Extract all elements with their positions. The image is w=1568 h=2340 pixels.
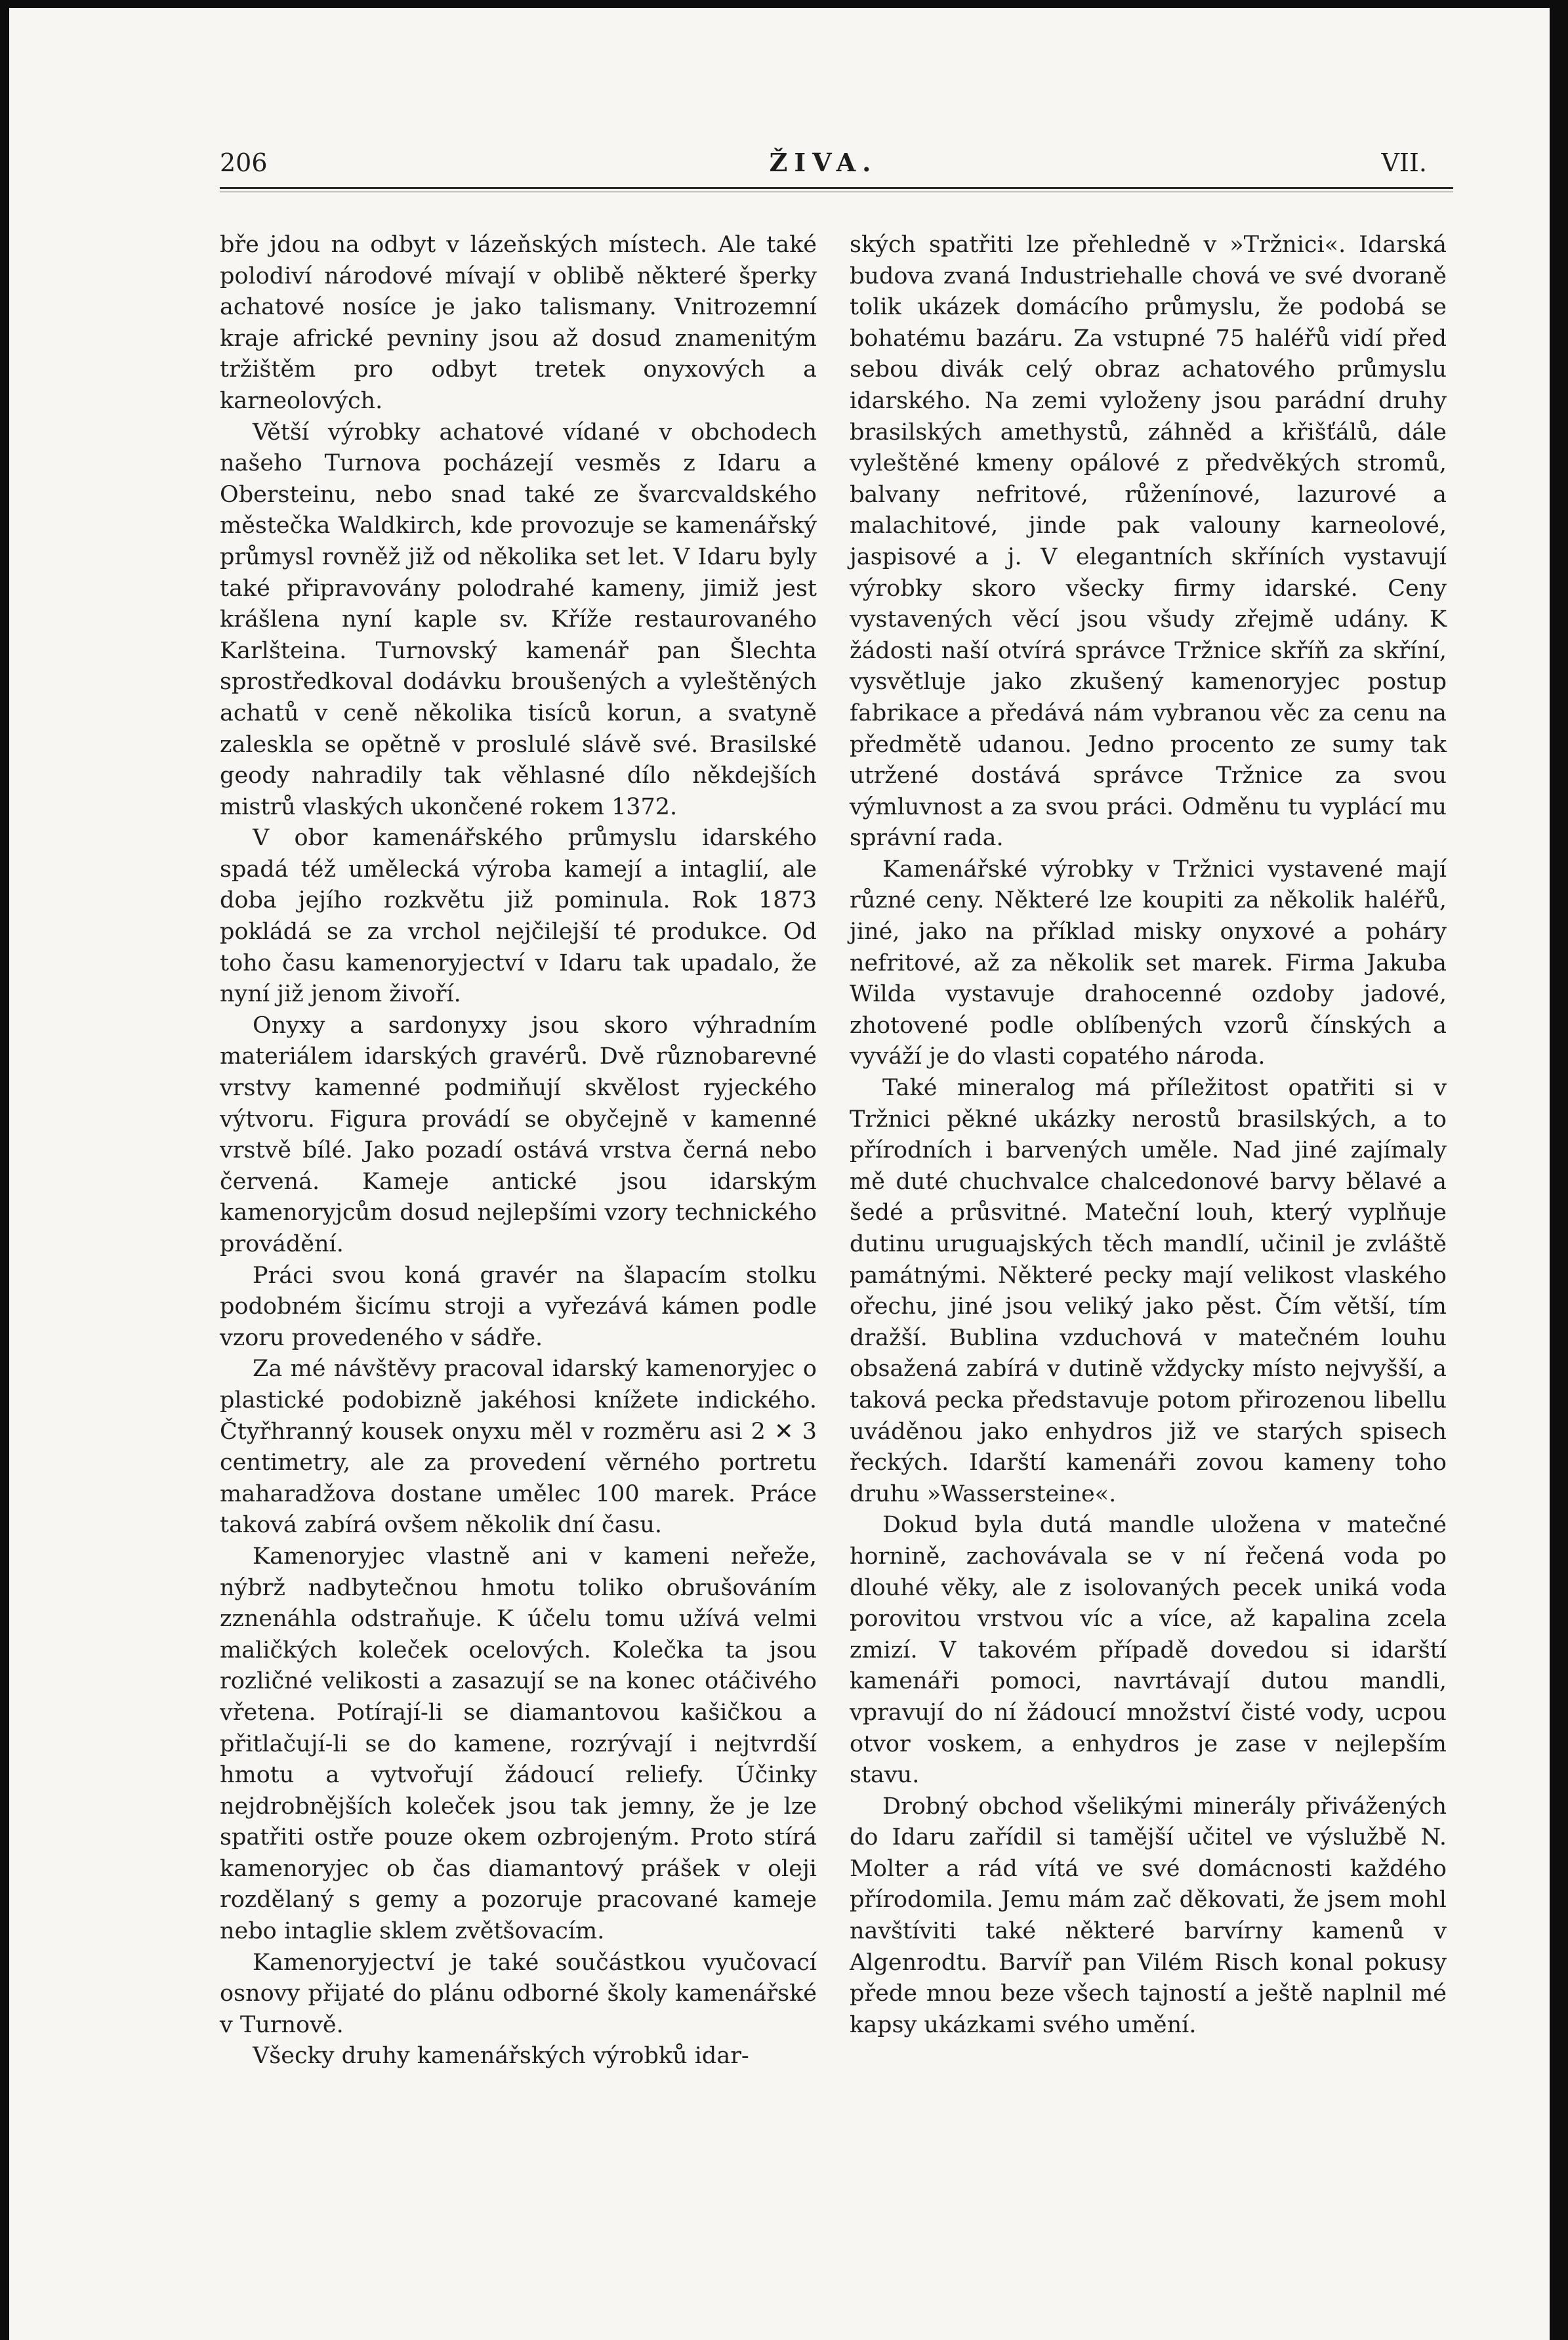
paragraph: Kamenářské výrobky v Tržnici vystavené mají různé ceny. Některé lze koupiti za několik haléřů, jiné, jako na příklad misky onyxové a poháry nefritové, až za několik set marek. Firma Jakuba Wilda vystavuje drahocenné ozdoby jadové, zhotovené podle oblíbených vzorů čínských a vyváží je do vlasti copatého národa. [850, 856, 1447, 1070]
scan-left-border [0, 0, 9, 2340]
paragraph: Všecky druhy kamenářských výrobků idar- [253, 2043, 749, 2070]
paragraph: Onyxy a sardonyxy jsou skoro výhradním materiálem idarských gravérů. Dvě různobarevné vrstvy kamenné podmiňují skvělost ryjeckého výtvoru. Figura provádí se obyčejně v kamenné vrstvě bílé. Jako pozadí ostává vrstva černá nebo červená. Kameje antické jsou idarským kamenoryjcům dosud nejlepšími vzory technického provádění. [220, 1012, 817, 1257]
paragraph: ských spatřiti lze přehledně v »Tržnici«. Idarská budova zvaná Industriehalle chová ve své dvoraně tolik ukázek domácího průmyslu, že podobá se bohatému bazáru. Za vstupné 75 haléřů vidí před sebou divák celý obraz achatového průmyslu idarského. Na zemi vyloženy jsou parádní druhy brasilských amethystů, záhněd a křišťálů, dále vyleštěné kmeny opálové z předvěkých stromů, balvany nefritové, růženínové, lazurové a malachitové, jinde pak valouny karneolové, jaspisové a j. V elegantních skříních vystavují výrobky skoro všecky firmy idarské. Ceny vystavených věcí jsou všudy zřejmě udány. K žádosti naší otvírá správce Tržnice skříň za skříní, vysvětluje jako zkušený kamenoryjec postup fabrikace a předává nám vybranou věc za cenu na předmětě udanou. Jedno procento ze sumy tak utržené dostává správce Tržnice za svou výmluvnost a za svou práci. Odměnu tu vyplácí mu správní rada. [850, 232, 1447, 852]
paragraph: Kamenoryjectví je také součástkou vyučovací osnovy přijaté do plánu odborné školy kamenářské v Turnově. [220, 1949, 817, 2038]
page-header [220, 143, 1427, 182]
scan-right-border [1550, 0, 1568, 2340]
paragraph: Dokud byla dutá mandle uložena v matečné hornině, zachovávala se v ní řečená voda po dlouhé věky, ale z isolovaných pecek uniká voda porovitou vrstvou víc a více, až kapalina zcela zmizí. V takovém případě dovedou si idarští kamenáři pomoci, navrtávají dutou mandli, vpravují do ní žádoucí množství čisté vody, ucpou otvor voskem, a enhydros je zase v nejlepším stavu. [850, 1512, 1447, 1789]
header-rule [220, 187, 1453, 189]
page-number: 206 [220, 148, 268, 177]
scan-top-border [0, 0, 1568, 8]
paragraph: Kamenoryjec vlastně ani v kameni neřeže, nýbrž nadbytečnou hmotu toliko obrušováním zznenáhla odstraňuje. K účelu tomu užívá velmi maličkých koleček ocelových. Kolečka ta jsou rozličné velikosti a zasazují se na konec otáčivého vřetena. Potírají-li se diamantovou kašičkou a přitlačují-li se do kamene, rozrývají i nejtvrdší hmotu a vytvořují žádoucí reliefy. Účinky nejdrobnějších koleček jsou tak jemny, že je lze spatřiti ostře pouze okem ozbrojeným. Proto stírá kamenoryjec ob čas diamantový prášek v oleji rozdělaný s gemy a pozoruje pracované kameje nebo intaglie sklem zvětšovacím. [220, 1543, 817, 1945]
paragraph: Drobný obchod všelikými minerály přivážených do Idaru zařídil si tamější učitel ve výslužbě N. Molter a rád vítá ve své domácnosti každého přírodomila. Jemu mám zač děkovati, že jsem mohl navštíviti také některé barvírny kamenů v Algenrodtu. Barvíř pan Vilém Risch konal pokusy přede mnou beze všech tajností a ještě naplnil mé kapsy ukázkami svého umění. [850, 1793, 1447, 2038]
paragraph: Větší výrobky achatové vídané v obchodech našeho Turnova pocházejí vesměs z Idaru a Obersteinu, nebo snad také ze švarcvaldského městečka Waldkirch, kde provozuje se kamenářský průmysl rovněž již od několika set let. V Idaru byly také připravovány polodrahé kameny, jimiž jest krášlena nyní kaple sv. Kříže restaurovaného Karlšteina. Turnovský kamenář pan Šlechta sprostředkoval dodávku broušených a vyleštěných achatů v ceně několika tisíců korun, a svatyně zaleskla se opětně v proslulé slávě své. Brasilské geody nahradily tak věhlasné dílo někdejších mistrů vlaských ukončené rokem 1372. [220, 419, 817, 820]
paragraph: bře jdou na odbyt v lázeňských místech. Ale také polodiví národové mívají v oblibě některé šperky achatové nosíce je jako talismany. Vnitrozemní kraje africké pevniny jsou až dosud znamenitým tržištěm pro odbyt tretek onyxových a karneolových. [220, 232, 817, 414]
left-column [220, 230, 817, 2072]
right-column [850, 230, 1447, 2041]
paragraph: Práci svou koná gravér na šlapacím stolku podobném šicímu stroji a vyřezává kámen podle vzoru provedeného v sádře. [220, 1262, 817, 1351]
paragraph: Také mineralog má příležitost opatřiti si v Tržnici pěkné ukázky nerostů brasilských, a to přírodních i barvených uměle. Nad jiné zajímaly mě duté chuchvalce chalcedonové barvy bělavé a šedé a průsvitné. Mateční louh, který vyplňuje dutinu uruguajských těch mandlí, učinil je zvláště památnými. Některé pecky mají velikost vlaského ořechu, jiné jsou veliký jako pěst. Čím větší, tím dražší. Bublina vzduchová v matečném louhu obsažená zabírá v dutině vždycky místo nejvyšší, a taková pecka představuje potom přirozenou libellu uváděnou jako enhydros již ve starých spisech řeckých. Idarští kamenáři zovou kameny toho druhu »Wassersteine«. [850, 1075, 1447, 1507]
journal-title: ŽIVA. [769, 148, 878, 177]
volume-number: VII. [1381, 148, 1427, 177]
paragraph: V obor kamenářského průmyslu idarského spadá též umělecká výroba kamejí a intaglií, ale doba jejího rozkvětu již pominula. Rok 1873 pokládá se za vrchol nejčilejší té produkce. Od toho času kamenoryjectví v Idaru tak upadalo, že nyní již jenom živoří. [220, 825, 817, 1008]
paragraph: Za mé návštěvy pracoval idarský kamenoryjec o plastické podobizně jakéhosi knížete indického. Čtyřhranný kousek onyxu měl v rozměru asi 2 ✕ 3 centimetry, ale za provedení věrného portretu maharadžova dostane umělec 100 marek. Práce taková zabírá ovšem několik dní času. [220, 1356, 817, 1539]
